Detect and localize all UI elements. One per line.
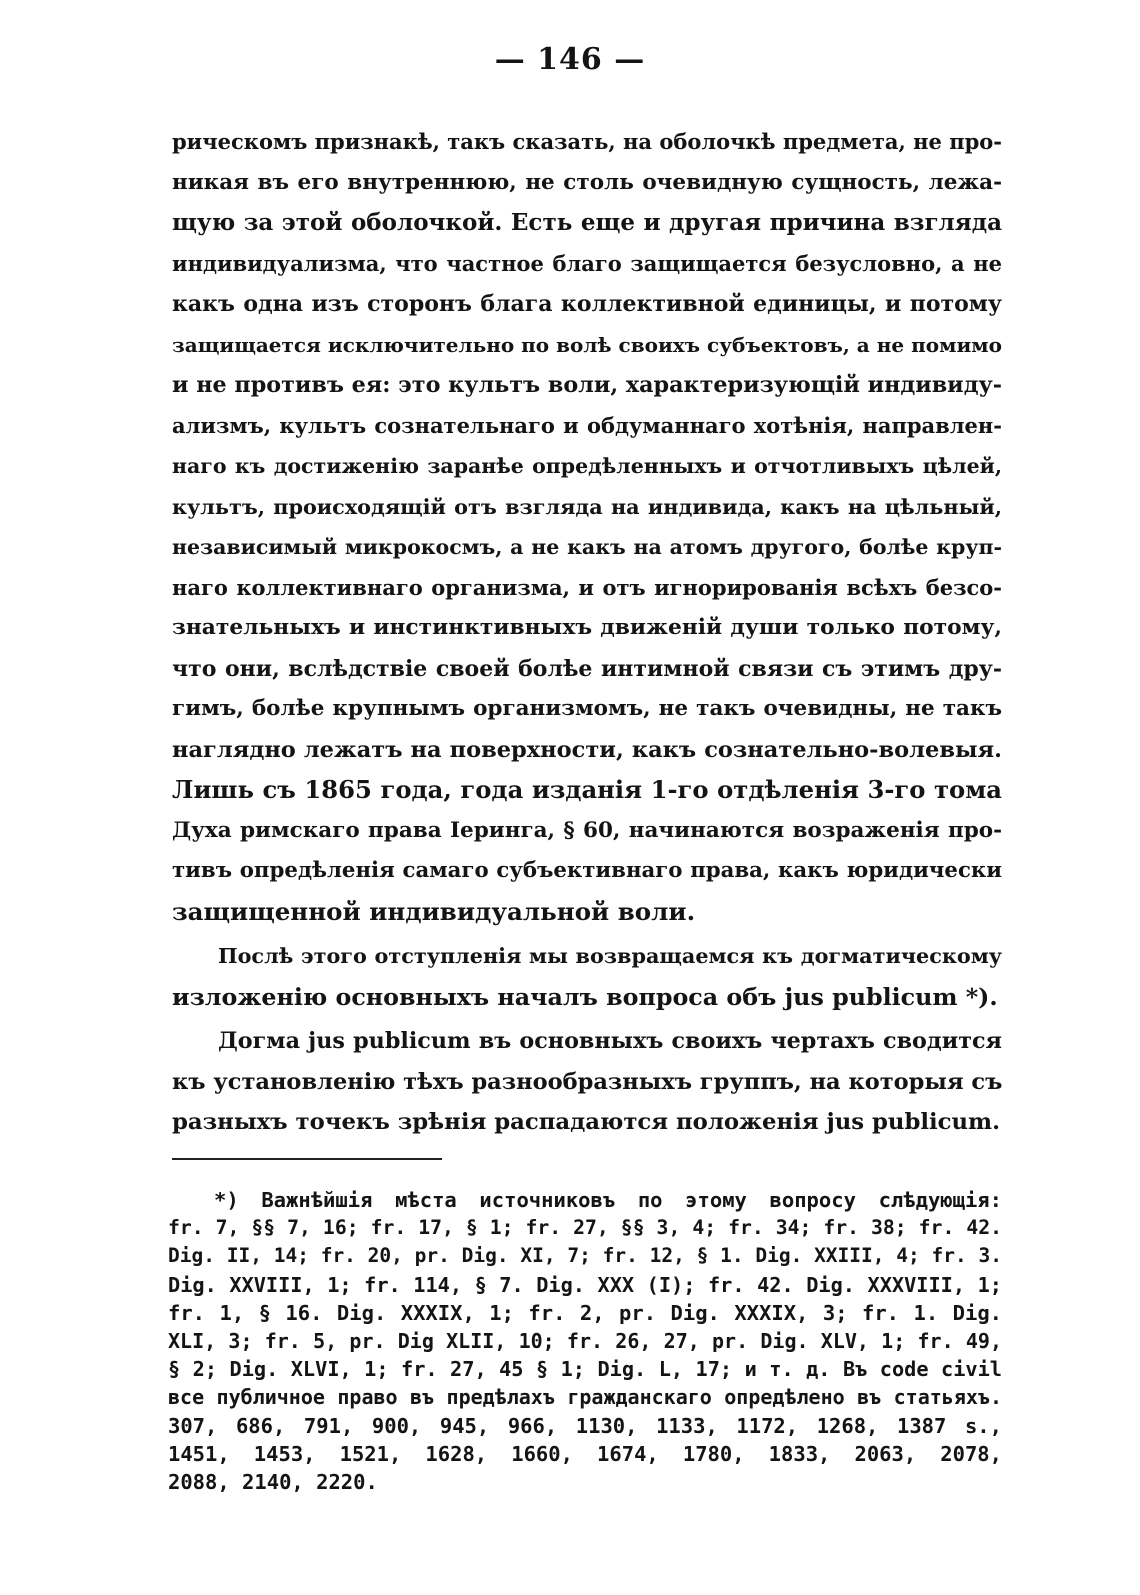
text-line: ализмъ, культъ сознательнаго и обдуманнаго хотѣнія, направлен- (172, 412, 1002, 438)
text-line: наглядно лежатъ на поверхности, какъ сознательно-волевыя. (172, 736, 1002, 763)
footnote-rule (172, 1158, 442, 1160)
text-line: рическомъ признакѣ, такъ сказать, на оболочкѣ предмета, не про- (172, 129, 1002, 154)
footnote-line: Dig. XXVIII, 1; fr. 114, § 7. Dig. XXX (I); fr. 42. Dig. XXXVIII, 1; (168, 1272, 1002, 1297)
text-line: разныхъ точекъ зрѣнія распадаются положенія jus publicum. (172, 1109, 1001, 1135)
text-line: культъ, происходящій отъ взгляда на индивида, какъ на цѣльный, (172, 494, 1002, 519)
footnote-line: XLI, 3; fr. 5, pr. Dig XLII, 10; fr. 26, 27, pr. Dig. XLV, 1; fr. 49, (168, 1328, 1002, 1353)
footnote (168, 1186, 1002, 1496)
footnote-line: все публичное право въ предѣлахъ гражданскаго опредѣлено въ статьяхъ. (168, 1385, 1002, 1410)
text-line: какъ одна изъ сторонъ блага коллективной единицы, и потому (172, 291, 1002, 317)
text-line: Догма jus publicum въ основныхъ своихъ чертахъ сводится (218, 1028, 1002, 1054)
footnote-line: fr. 1, § 16. Dig. XXXIX, 1; fr. 2, pr. Dig. XXXIX, 3; fr. 1. Dig. (168, 1300, 1002, 1325)
text-line: Лишь съ 1865 года, года изданія 1-го отдѣленія 3-го тома (172, 775, 1002, 804)
text-line: щую за этой оболочкой. Есть еще и другая причина взгляда (172, 209, 1002, 236)
footnote-line: 1451, 1453, 1521, 1628, 1660, 1674, 1780, 1833, 2063, 2078, (168, 1441, 1002, 1466)
text-line: знательныхъ и инстинктивныхъ движеній души только потому, (172, 615, 1002, 640)
footnote-line: fr. 7, §§ 7, 16; fr. 17, § 1; fr. 27, §§ 3, 4; fr. 34; fr. 38; fr. 42. (168, 1216, 1002, 1240)
text-line: что они, вслѣдствіе своей болѣе интимной связи съ этимъ дру- (172, 655, 1002, 682)
text-line: къ установленію тѣхъ разнообразныхъ группъ, на которыя съ (172, 1068, 1003, 1095)
footnote-line: Dig. II, 14; fr. 20, pr. Dig. XI, 7; fr. 12, § 1. Dig. XXIII, 4; fr. 3. (168, 1244, 1002, 1268)
page-number: — 146 — (494, 42, 646, 77)
text-line: и не противъ ея: это культъ воли, характеризующій индивиду- (172, 372, 1002, 398)
text-line: изложенію основныхъ началъ вопроса объ jus publicum *). (172, 982, 998, 1011)
text-line: защищенной индивидуальной воли. (172, 896, 696, 926)
text-line: гимъ, болѣе крупнымъ организмомъ, не такъ очевидны, не такъ (172, 696, 1002, 721)
text-line: индивидуализма, что частное благо защищается безусловно, а не (172, 250, 1002, 276)
text-line: независимый микрокосмъ, а не какъ на атомъ другого, болѣе круп- (172, 535, 1002, 559)
footnote-line: 2088, 2140, 2220. (168, 1469, 378, 1494)
main-text (172, 122, 1002, 1143)
text-line: Послѣ этого отступленія мы возвращаемся къ догматическому (218, 944, 1002, 968)
text-line: наго къ достиженію заранѣе опредѣленныхъ и отчотливыхъ цѣлей, (172, 454, 1002, 478)
text-line: никая въ его внутреннюю, не столь очевидную сущность, лежа- (172, 169, 1002, 195)
text-line: наго коллективнаго организма, и отъ игнорированія всѣхъ безсо- (172, 574, 1002, 600)
text-line: Духа римскаго права Іеринга, § 60, начинаются возраженія про- (172, 817, 1002, 843)
footnote-line: § 2; Dig. XLVI, 1; fr. 27, 45 § 1; Dig. L, 17; и т. д. Въ code civil (168, 1357, 1002, 1382)
footnote-line: *) Важнѣйшія мѣста источниковъ по этому вопросу слѣдующія: (214, 1188, 1002, 1212)
footnote-line: 307, 686, 791, 900, 945, 966, 1130, 1133, 1172, 1268, 1387 s., (168, 1413, 1002, 1438)
text-line: тивъ опредѣленія самаго субъективнаго права, какъ юридически (172, 858, 1002, 883)
text-line: защищается исключительно по волѣ своихъ субъектовъ, а не помимо (172, 332, 1002, 357)
